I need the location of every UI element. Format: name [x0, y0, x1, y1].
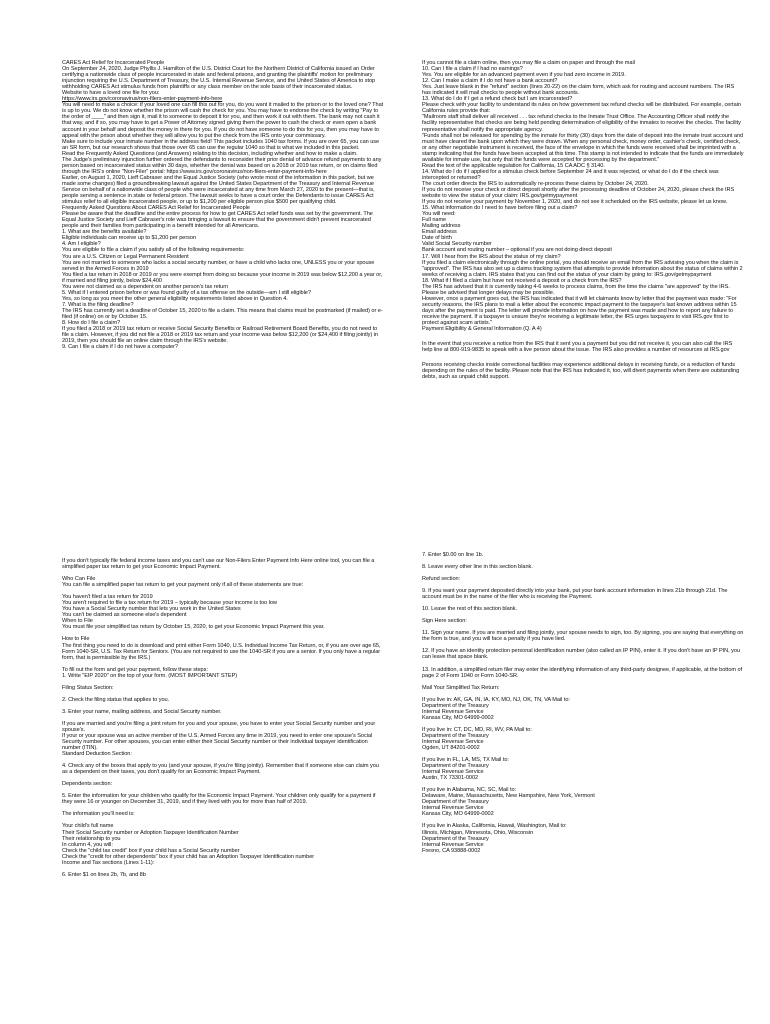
top-left-line: 1. What are the benefits available?: [62, 229, 147, 236]
bottom-right-line: If you live in Alabama, NC, SC, Mail to:: [422, 787, 517, 794]
top-left-page: [62, 60, 384, 492]
top-right-line: Persons receiving checks inside correctional facilities may experience additional delays in receiving funds, or a reduction of funds depending on the rules of the facility. Please note that the IRS has indicated it, too, will divert payments when there are outstanding debts, such as unpaid child support.: [422, 362, 740, 381]
bottom-right-page: [422, 552, 744, 970]
bottom-right-line: Department of the Treasury: [422, 763, 489, 770]
top-left-line: Yes, so long as you meet the other general eligibility requirements listed above in Question 4.: [62, 295, 288, 302]
top-left-line: On September 24, 2020, Judge Phyllis J. Hamilton of the U.S. District Court for the Northern District of California issued an Order certifying a nationwide class of people incarcerated in state and federal prisons, and granting the plaintiffs' motion for preliminary injunction requiring the U.S. Department of Treasury, the U.S. Internal Revenue Service, and the United States of America to stop withholding CARES Act stimulus funds from plaintiffs or any class member on the sole basis of their incarcerated status.: [62, 66, 376, 91]
bottom-right-line: If you live in: CT, DC, MD, RI, WV, PA Mail to:: [422, 726, 532, 733]
top-left-line: 4. Am I eligible?: [62, 241, 101, 248]
bottom-right-line: Fresno, CA 93888-0002: [422, 847, 481, 854]
top-left-line: 9. Can I file a claim if I do not have a computer?: [62, 344, 178, 351]
bottom-right-line: Department of the Treasury: [422, 799, 489, 806]
top-right-line: 14. What do I do if I applied for a stimulus check before September 24 and it was rejected, or what do I do if the check was intercepted or returned?: [422, 168, 719, 181]
bottom-right-line: Mail Your Simplified Tax Return:: [422, 684, 500, 691]
top-right-line: Yes. You are eligible for an advanced payment even if you had zero income in 2019.: [422, 72, 626, 79]
top-left-line: Eligible individuals can receive up to $1,200 per person: [62, 235, 197, 242]
bottom-left-line: 3. Enter your name, mailing address, and Social Security number.: [62, 708, 222, 715]
top-right-line: 12. Can I make a claim if I do not have a bank account?: [422, 78, 558, 85]
bottom-right-line: If you live in FL, LA, MS, TX Mail to:: [422, 757, 509, 764]
bottom-right-line: Refund section:: [422, 576, 461, 583]
bottom-left-line: You aren't required to file a tax return for 2019 – typically because your income is too low: [62, 600, 277, 607]
top-left-line: Website to have a loved one file for you:: [62, 90, 160, 97]
bottom-right-line: Kansas City, MO 64999-0002: [422, 811, 494, 818]
bottom-right-line: Ogden, UT 84201-0002: [422, 744, 480, 751]
top-right-line: 15. What information do I need to have before filing out a claim?: [422, 205, 578, 212]
top-left-line: CARES Act Relief for Incarcerated People: [62, 60, 165, 66]
top-right-line: Mailing address: [422, 223, 461, 230]
bottom-left-line: You can file a simplified paper tax return to get your payment only if all of these statements are true:: [62, 582, 304, 589]
bottom-right-line: 13. In addition, a simplified return filer may enter the identifying information of any third-party designee, if applicable, at the bottom of page 2 of Form 1040 or Form 1040-SR.: [422, 666, 743, 679]
bottom-right-line: Internal Revenue Service: [422, 769, 484, 776]
bottom-right-line: 7. Enter $0.00 on line 1b.: [422, 552, 484, 558]
top-right-line: "Mailroom staff shall deliver all received . . . tax refund checks to the Inmate Trust Office. The Accounting Officer shall notify the facility representative that checks are being held pending determination of eligibility of the inmates to receive the checks. The facility representative shall notify the appropriate agency.: [422, 114, 741, 133]
bottom-right-line: Department of the Treasury: [422, 732, 489, 739]
bottom-right-line: Illinois, Michigan, Minnesota, Ohio, Wisconsin: [422, 829, 534, 836]
bottom-left-line: Your child's full name: [62, 823, 114, 830]
bottom-left-line: Income and Tax sections (Lines 1-11):: [62, 859, 155, 866]
top-right-line: Read the text of the applicable regulation for California, 15 CA ADC § 3140.: [422, 162, 605, 169]
top-right-line: 17. Will I hear from the IRS about the status of my claim?: [422, 253, 561, 260]
top-right-line: If you do not receive your check or direct deposit shortly after the processing deadline of October 24, 2020, please check the IRS website to view the status of your claim: IRS.gov/getmypayment: [422, 186, 735, 200]
top-right-line: Please check with your facility to understand its rules on how government tax refund checks will be distributed. For example, certain California rules provide that:: [422, 102, 741, 115]
bottom-left-line: If you are married and you're filing a joint return for you and your spouse, you have to enter your Social Security number and your spouse's.: [62, 720, 376, 733]
top-left-line: You are a U.S. Citizen or Legal Permanent Resident: [62, 253, 189, 260]
top-right-line: Payment Eligibility & General Information (Q. A 4): [422, 326, 542, 333]
top-right-page: [422, 60, 744, 472]
top-left-line: Read the Frequently Asked Questions (and Answers) relating to this decision, including whether and how to make a claim.: [62, 150, 358, 157]
bottom-left-line: Who Can File: [62, 576, 96, 583]
top-right-line: Full name: [422, 217, 447, 224]
bottom-right-line: Kansas City, MO 64999-0002: [422, 714, 494, 721]
top-left-line: You filed a tax return in 2018 or 2019 or you were exempt from doing so because your income in 2019 was below $12,200 a year or, if married and filing jointly, below $24,400: [62, 271, 383, 284]
bottom-right-line: Department of the Treasury: [422, 702, 489, 709]
top-left-line: Make sure to include your inmate number in the address field! This packet includes 1040 tax forms. If you are over 65, you can use an SR form, but our research shows that those over 65 can use the regular 1040 so that is what we included in this packet.: [62, 138, 380, 151]
top-left-line: Please be aware that the deadline and the entire process for how to get CARES Act relief funds was set by the government. The Equal Justice Society and Lieff Cabraser's role was bringing a lawsuit to ensure that the government didn't prevent incarcerated people and their families from participating in a benefit intended for all Americans.: [62, 211, 373, 230]
top-left-line: You are not married to someone who lacks a social security number, or have a child who lacks one, UNLESS you or your spouse served in the Armed Forces in 2019: [62, 259, 375, 272]
bottom-right-line: Internal Revenue Service: [422, 738, 484, 745]
bottom-right-line: Delaware, Maine, Massachusetts, New Hampshire, New York, Vermont: [422, 793, 595, 800]
bottom-left-page: [62, 558, 384, 1008]
bottom-right-line: 9. If you want your payment deposited directly into your bank, put your bank account information in lines 21b through 21d. The account must be in the name of the filer who is receiving the Payment.: [422, 588, 728, 601]
top-right-line: 18. What if I filed a claim but have not received a deposit or a check from the IRS?: [422, 277, 622, 284]
bottom-left-line: You haven't filed a tax return for 2019: [62, 594, 153, 601]
top-right-line: If you do not receive your payment by November 1, 2020, and do not see it scheduled on the IRS website, please let us know.: [422, 199, 728, 206]
bottom-left-line: Check the "credit for other dependents" box if your child has an Adoption Taxpayer Identification number: [62, 853, 315, 860]
bottom-right-line: Department of the Treasury: [422, 835, 489, 842]
top-left-line: You are eligible to file a claim if you satisfy all of the following requirements:: [62, 247, 245, 254]
bottom-left-line: 1. Write "EIP 2020" on the top of your form. (MOST IMPORTANT STEP): [62, 672, 238, 679]
bottom-left-line: Their Social Security number or Adoption Taxpayer Identification Number: [62, 829, 239, 836]
top-right-line: 13. What do I do if I get a refund check but I am incarcerated?: [422, 96, 573, 103]
bottom-right-line: If you live in: AK, GA, IN, IA, KY, MO, NJ, OK, TN, VA Mail to:: [422, 696, 570, 703]
bottom-left-line: 2. Check the filing status that applies to you.: [62, 696, 170, 703]
bottom-left-line: Filing Status Section:: [62, 684, 114, 691]
top-left-line: 5. What if I entered prison before or was found guilty of a tax offense on the outside—am I still eligible?: [62, 289, 311, 296]
top-left-line: The IRS has currently set a deadline of October 15, 2020 to file a claim. This means that claims must be postmarked (if mailed) or e-filed (if online) on or by October 15.: [62, 307, 383, 320]
top-right-line: Yes. Just leave blank in the "refund" section (lines 20-22) on the claim form, which ask for routing and account numbers. The IRS has indicated it will mail checks to people without bank accounts.: [422, 84, 735, 97]
bottom-right-line: 10. Leave the rest of this section blank.: [422, 606, 517, 613]
bottom-left-line: Standard Deduction Section:: [62, 751, 132, 758]
bottom-left-line: You can't be claimed as someone else's dependent: [62, 612, 187, 619]
top-left-line: Frequently Asked Questions About CARES Act Relief for Incarcerated People: [62, 205, 250, 212]
top-left-line: 8. How do I file a claim?: [62, 320, 121, 327]
bottom-left-line: You must file your simplified tax return by October 15, 2020, to get your Economic Impact Payment this year.: [62, 624, 325, 631]
bottom-right-line: Internal Revenue Service: [422, 841, 484, 848]
top-left-line: You were not claimed as a dependent on another person's tax return: [62, 283, 229, 290]
top-right-line: However, once a payment goes out, the IRS has indicated that it will let claimants know by letter that the payment was made: "For security reasons, the IRS plans to mail a letter about the economic impact payment to the taxpayer's last known address within 15 days after the payment is paid. The letter will provide information on how the payment was made and how to report any failure to receive the payment. If a taxpayer is unsure they're receiving a legitimate letter, the IRS urges taxpayers to visit IRS.gov first to protect against scam artists.": [422, 295, 737, 327]
bottom-right-line: Austin, TX 73301-0002: [422, 775, 479, 782]
top-left-line: If you filed a 2018 or 2019 tax return or receive Social Security Benefits or Railroad Retirement Board Benefits, you do not need to file a claim. However, if you did not file a 2018 or 2019 tax return and your income was below $12,200 (or $24,400 if filing jointly) in 2019, then you should file an online claim through the IRS's website.: [62, 326, 378, 345]
bottom-left-line: 4. Check any of the boxes that apply to you (and your spouse, if you're filing jointly). Remember that if someone else can claim you as a dependent on their taxes, you don't qualify for an Economic Impact Payment.: [62, 763, 379, 776]
bottom-left-line: Dependents section:: [62, 781, 113, 788]
bottom-left-line: 5. Enter the information for your children who qualify for the Economic Impact Payment. Your children only qualify for a payment if they were 16 or younger on December 31, 2019, and if they lived with you for more than half of 2019.: [62, 793, 376, 806]
top-right-line: If you filed a claim electronically through the online portal, you should receive an email from the IRS advising you when the claim is "approved". The IRS has also set up a claims tracking system that attempts to provide information about the status of claims within 2 weeks of receiving a claim. IRS states that you can find out the status of your claim by going to: IRS.gov/getmypayment: [422, 259, 743, 278]
top-left-line: 7. What is the filing deadline?: [62, 301, 134, 308]
bottom-right-line: Internal Revenue Service: [422, 805, 484, 812]
bottom-right-line: If you live in Alaska, California, Hawaii, Washington, Mail to:: [422, 823, 567, 830]
top-right-line: Email address: [422, 229, 457, 236]
top-right-line: "Funds shall not be released for spending by the inmate for thirty (30) days from the date of deposit into the inmate trust account and must have cleared the bank upon which they were drawn. When any personal check, money order, cashier's check, certified check, or any other negotiable instrument is received, the face of the envelope in which the funds were received shall be imprinted with a stamp indicating that the funds have been accepted at this time. This stamp is not intended to indicate that the funds are immediately available for inmate use, but only that the funds were accepted for processing by the department.": [422, 132, 744, 163]
website-link[interactable]: https://www.irs.gov/coronavirus/non-filers-enter-payment-info-here: [62, 96, 223, 103]
bottom-left-line: In column 4, you will:: [62, 841, 113, 848]
bottom-left-line: When to File: [62, 618, 93, 625]
bottom-right-line: 11. Sign your name. If you are married and filing jointly, your spouse needs to sign, too. By signing, you are saying that everything on the form is true, and you will face a penalty if you have lied.: [422, 630, 744, 643]
top-right-line: Date of birth: [422, 235, 452, 242]
bottom-left-line: Check the "child tax credit" box if your child has a Social Security number: [62, 847, 240, 854]
bottom-left-line: Their relationship to you: [62, 835, 121, 842]
top-right-line: Valid Social Security number: [422, 241, 492, 248]
bottom-left-line: The information you'll need is:: [62, 811, 135, 818]
bottom-left-line: If your or your spouse was an active member of the U.S. Armed Forces any time in 2019, you need to enter one spouse's Social Security number. For other spouses, you can enter either their Social Security number or their individual taxpayer identification number (ITIN).: [62, 732, 373, 752]
top-left-line: Earlier, on August 1, 2020, Lieff Cabraser and the Equal Justice Society (who wrote most of the information in this packet, but we made some changes) filed a groundbreaking lawsuit against the United States Department of the Treasury and Internal Revenue Service on behalf of a nationwide class of people who were incarcerated at any time from March 27, 2020 to the present—that is, people serving a sentence in state or federal prison. The lawsuit seeks to have a court order the Defendants to issue CARES Act stimulus relief to all eligible incarcerated people, or up to $1,200 per eligible person plus $500 per qualifying child.: [62, 174, 375, 206]
bottom-right-line: Internal Revenue Service: [422, 708, 484, 715]
bottom-left-line: You have a Social Security number that lets you work in the United States: [62, 606, 241, 613]
top-right-line: The court order directs the IRS to automatically re-process these claims by October 24, 2020.: [422, 180, 649, 187]
top-right-line: If you cannot file a claim online, then you may file a claim on paper and through the mail: [422, 60, 635, 66]
bottom-left-line: How to File: [62, 636, 90, 643]
bottom-right-line: 8. Leave every other line in this section blank.: [422, 564, 533, 571]
bottom-left-line: If you don't typically file federal income taxes and you can't use our Non-Filers Enter Payment Info Here online tool, you can file a simplified paper tax return to get your Economic Impact Payment.: [62, 558, 375, 571]
top-right-line: You will need:: [422, 211, 456, 218]
bottom-left-line: The first thing you need to do is download and print either Form 1040, U.S. Individual Income Tax Return, or, if you are over age 65, Form 1040-SR, U.S. Tax Return for Seniors. (You are not required to use the 1040-SR if you are a senior. If you only have a regular form, that is permissible by the IRS.): [62, 642, 381, 661]
top-right-line: 10. Can I file a claim if I had no earnings?: [422, 66, 523, 73]
top-left-line: The Judge's preliminary injunction further ordered the defendants to reconsider their prior denial of advance refund payments to any person based on incarcerated status within 30 days, whether the denial was based on a 2018 or 2019 tax return, or on claims filed through the IRS's online "Non-Filer" portal: https://www.irs.gov/coronavirus/non-filers-enter-payment-info-here: [62, 156, 382, 175]
bottom-right-line: 12. If you have an identity protection personal identification number (also called an IP PIN), enter it. If you don't have an IP PIN, you can leave that space blank.: [422, 648, 741, 661]
top-right-line: Bank account and routing number – optional if you are not doing direct deposit: [422, 247, 612, 254]
top-right-line: The IRS has advised that it is currently taking 4-6 weeks to process claims, from the time the claims "are approved" by the IRS. Please be advised that longer delays may be possible.: [422, 283, 730, 296]
top-left-line: You will need to make a choice: if your loved one can fill this out for you, do you want it mailed to the prison or to the loved one? That is up to you. We do not know whether the prison will cash the check for you. You may have to endorse the check by writing "Pay to the order of ____" and then sign it, mail it to someone to deposit it for you, and then work it out with them. The bank may not cash it that way, and if so, you may have to get a Power of Attorney signed giving them the power to cash the check or even open a bank account in your behalf and deposit the money in there for you. If you do not have someone to do this for you, then you may have to appeal with the prison about whether they will allow you to put the check from the IRS onto your commissary.: [62, 102, 384, 139]
bottom-left-line: To fill out the form and get your payment, follow these steps:: [62, 666, 208, 673]
bottom-left-line: 6. Enter $1 on lines 2b, 7b, and 8b: [62, 871, 146, 878]
bottom-right-line: Sign Here section:: [422, 618, 467, 625]
top-right-line: In the event that you receive a notice from the IRS that it sent you a payment but you did not receive it, you can also call the IRS help line at 800-919-9835 to speak with a live person about the issue. The IRS also provides a number of resources at IRS.gov: [422, 341, 733, 354]
